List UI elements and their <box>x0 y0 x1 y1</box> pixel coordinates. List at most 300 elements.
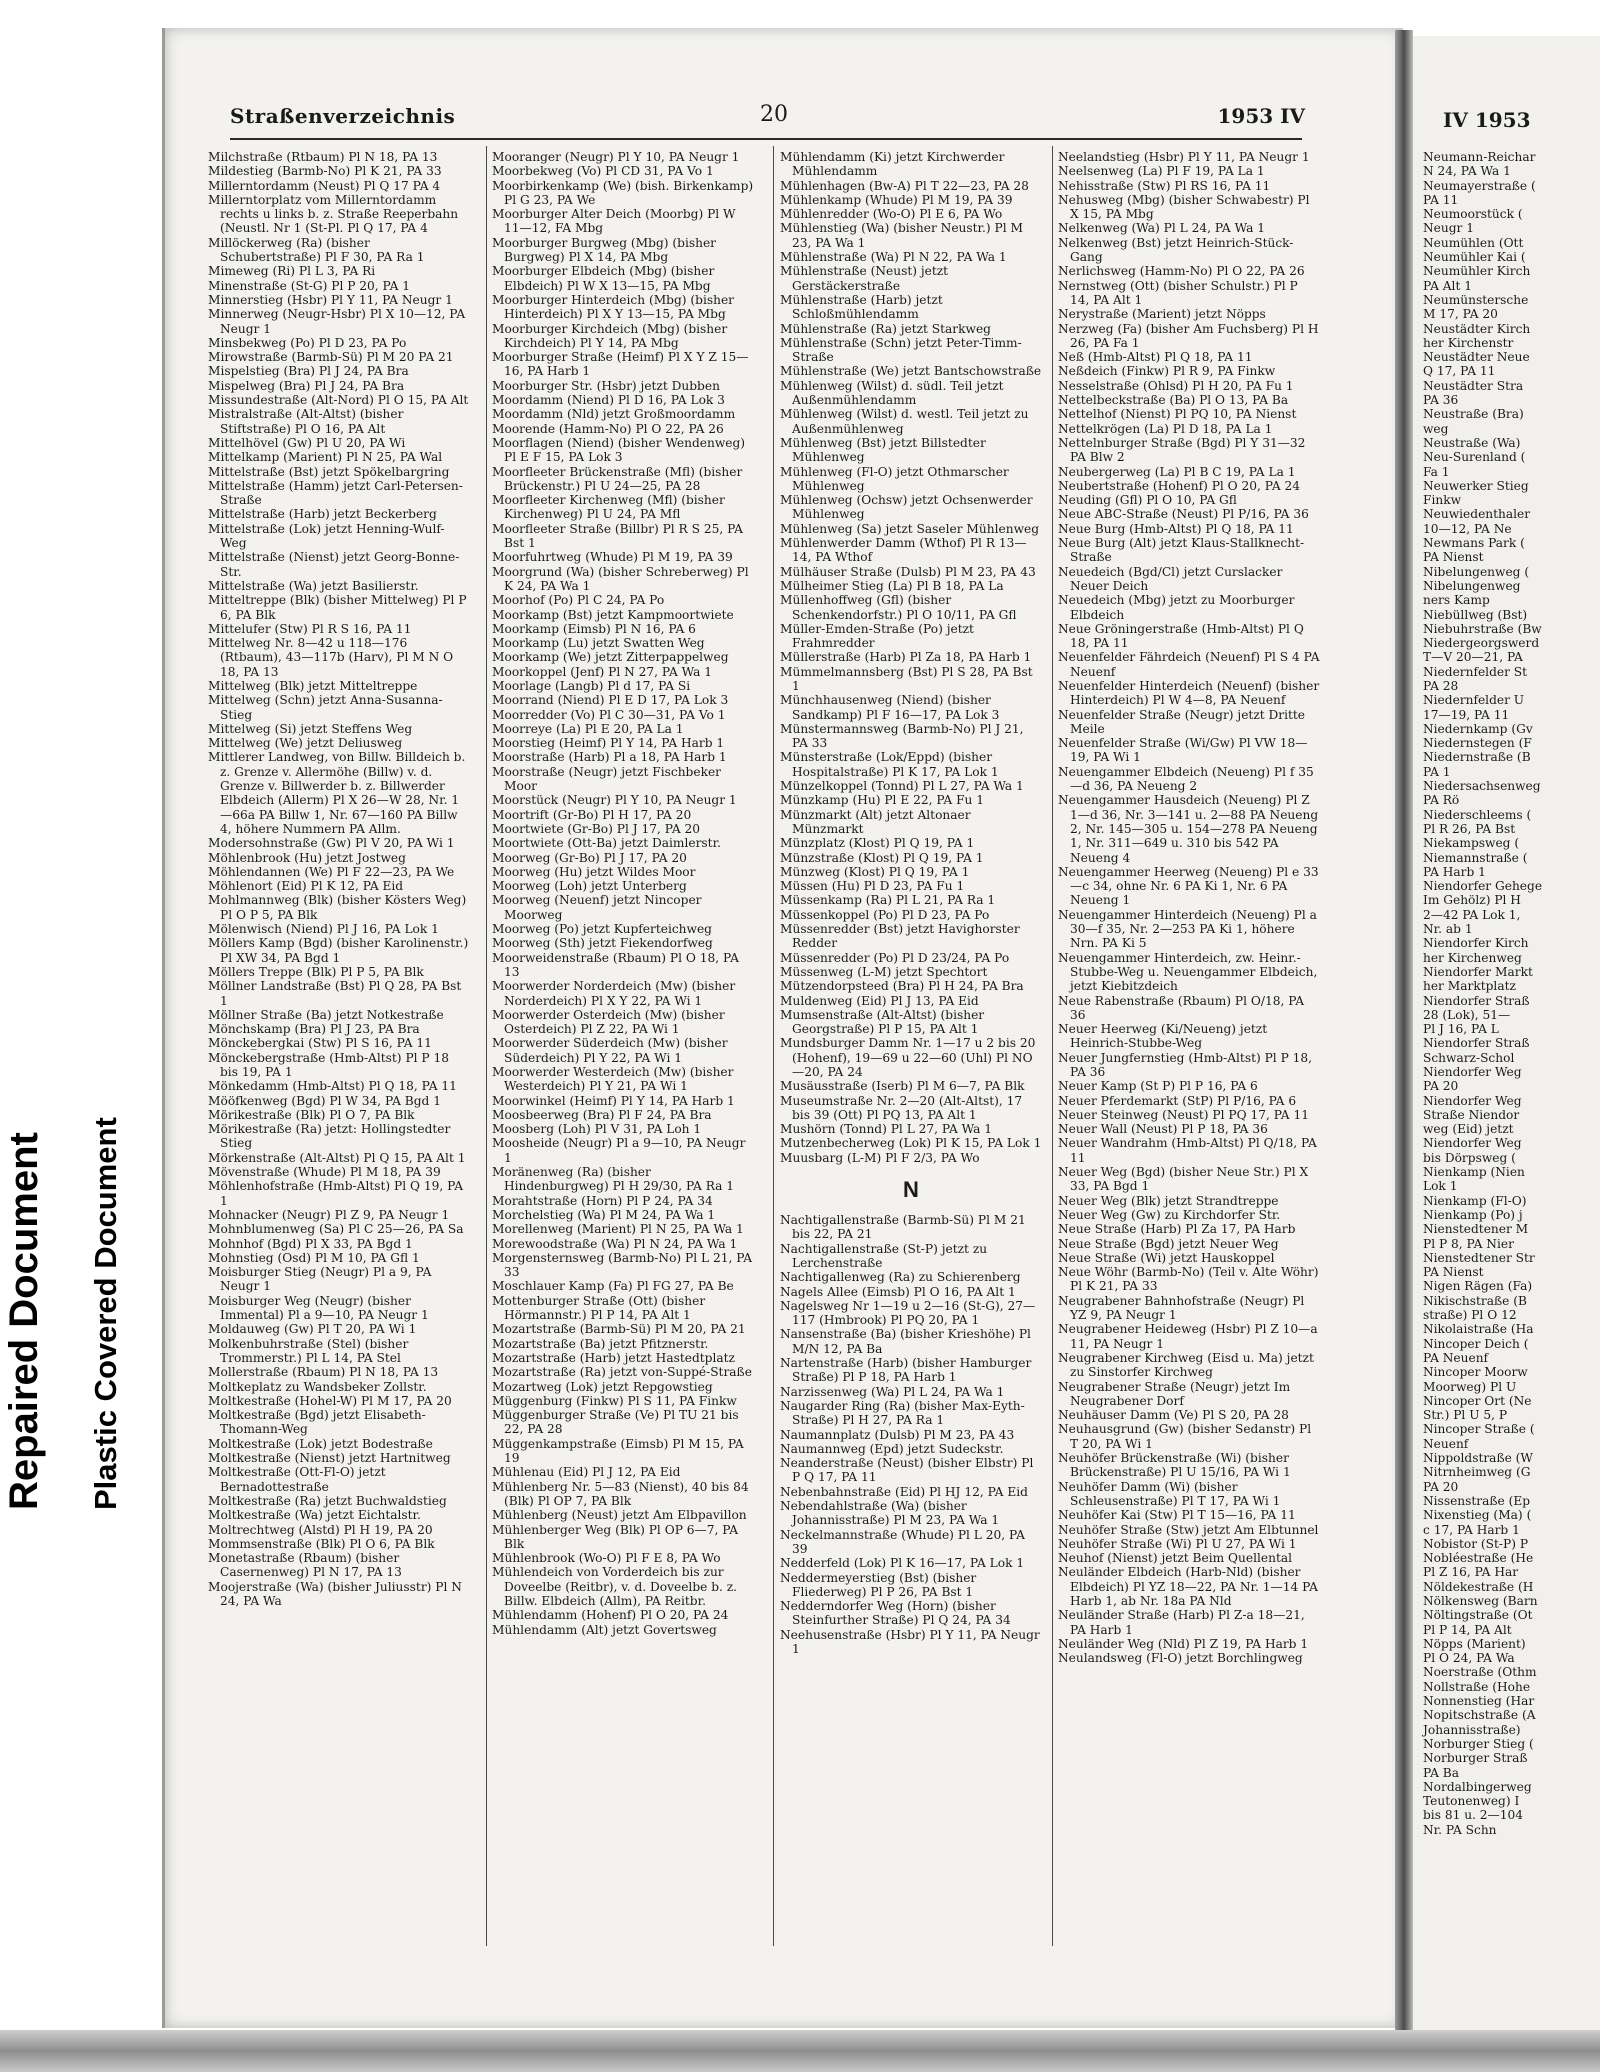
facing-page-entry: Nollstraße (Hohe <box>1423 1679 1531 1694</box>
street-entry: Neehusenstraße (Hsbr) Pl Y 11, PA Neugr 1 <box>780 1627 1040 1656</box>
street-entry: Mispelstieg (Bra) Pl J 24, PA Bra <box>208 364 409 379</box>
street-entry: Möncke̲bergkai (Stw) Pl S 16, PA 11 <box>208 1036 432 1051</box>
facing-page-entry: Niedernkamp (Gv <box>1423 721 1533 736</box>
street-entry: Nerlichsweg (Hamm-No) Pl O 22, PA 26 <box>1058 264 1305 279</box>
street-entry: Mühlenau (Eid) Pl J 12, PA Eid <box>492 1465 681 1480</box>
column-divider <box>486 146 487 1946</box>
street-entry: Neugrabener Bahnhofstraße (Neugr) Pl YZ 9, PA Neugr 1 <box>1058 1293 1305 1323</box>
facing-page-entry: Str.) Pl U 5, P <box>1423 1408 1508 1423</box>
street-entry: Mommsenstraße (Blk) Pl O 6, PA Blk <box>208 1536 435 1551</box>
street-entry: Mörikestraße (Ra) jetzt: Hollingstedter Stieg <box>208 1122 451 1151</box>
street-entry: Moordamm (Nld) jetzt Großmoordamm <box>492 407 736 422</box>
street-entry: Neuländer Straße (Harb) Pl Z-a 18—21, PA Harb 1 <box>1058 1608 1305 1637</box>
street-entry: Moorwinkel (Heimf) Pl Y 14, PA Harb 1 <box>492 1093 735 1108</box>
street-entry: Moorrand (Niend) Pl E D 17, PA Lok 3 <box>492 693 729 708</box>
street-entry: Minsbekweg (Po) Pl D 23, PA Po <box>208 335 407 350</box>
street-entry: Modersohnstraße (Gw) Pl V 20, PA Wi 1 <box>208 836 455 851</box>
street-entry: Müssenkoppel (Po) Pl D 23, PA Po <box>780 907 990 922</box>
street-entry: Neulandsweg (Fl-O) jetzt Borchlingweg <box>1058 1651 1303 1666</box>
street-entry: Neuer Weg (Bgd) (bisher Neue Str.) Pl X 33, PA Bgd 1 <box>1058 1165 1309 1194</box>
street-entry: Milchstraße (Rtbaum) Pl N 18, PA 13 <box>208 150 438 164</box>
street-entry: Mumsenstraße (Alt-Altst) (bisher Georgstraße) Pl P 15, PA Alt 1 <box>780 1007 985 1037</box>
facing-page-entry: PA Ba <box>1423 1765 1459 1780</box>
street-entry: Mittelstraße (Hamm) jetzt Carl-Petersen-Straße <box>208 478 463 508</box>
facing-page-entry: Nobléestraße (He <box>1423 1551 1534 1566</box>
street-entry: Mümmelmannsberg (Bst) Pl S 28, PA Bst 1 <box>780 664 1033 693</box>
street-entry: Mutzenbecherweg (Lok) Pl K 15, PA Lok 1 <box>780 1136 1042 1151</box>
facing-page-entry: Nr. PA Schn <box>1423 1822 1497 1837</box>
street-entry: Muusbarg (L-M) Pl F 2/3, PA Wo <box>780 1150 980 1165</box>
street-entry: Millerntorplatz vom Millerntordamm rechts u links b. z. Straße Reeperbahn (Neustl. Nr 1 (St-Pl. Pl Q 17, PA 4 <box>208 192 459 236</box>
street-entry: Monetastraße (Rbaum) (bisher Casernenweg) Pl N 17, PA 13 <box>208 1551 402 1580</box>
street-entry: Nachtigallenstraße (St-P) jetzt zu Lerchenstraße <box>780 1241 988 1270</box>
facing-page-entry: Pl Z 16, PA Har <box>1423 1565 1519 1580</box>
street-entry: Mohnstieg (Osd) Pl M 10, PA Gfl 1 <box>208 1250 420 1265</box>
street-entry: Neuengammer Hinterdeich (Neueng) Pl a 30—f 35, Nr. 2—253 PA Ki 1, höhere Nrn. PA Ki 5 <box>1058 907 1317 951</box>
street-entry: Neuer Kamp (St P) Pl P 16, PA 6 <box>1058 1079 1258 1094</box>
street-entry: Mohnacker (Neugr) Pl Z 9, PA Neugr 1 <box>208 1207 450 1222</box>
street-entry: Moorburger Straße (Heimf) Pl X Y Z 15—16, PA Harb 1 <box>492 350 749 379</box>
facing-page-entry: Neumoorstück ( <box>1423 207 1523 222</box>
facing-page-entry: Nienkamp (Po) j <box>1423 1207 1523 1222</box>
street-entry: Moosbeerweg (Bra) Pl F 24, PA Bra <box>492 1107 712 1122</box>
street-entry: Moltrechtweg (Alstd) Pl H 19, PA 20 <box>208 1522 433 1537</box>
facing-page-entry: Niedernfelder U <box>1423 693 1525 708</box>
street-entry: Neuedeich (Bgd/Cl) jetzt Curslacker Neuer Deich <box>1058 564 1283 593</box>
street-entry: Müssenredder (Po) Pl D 23/24, PA Po <box>780 950 1010 965</box>
street-entry: Mühlenstraße (Schn) jetzt Peter-Timm-Straße <box>780 335 1022 365</box>
street-entry: Mittelstraße (Wa) jetzt Basilierstr. <box>208 578 419 593</box>
facing-page-entry: Noerstraße (Othm <box>1423 1665 1537 1680</box>
street-entry: Mozartstraße (Ba) jetzt Pfitznerstr. <box>492 1336 709 1351</box>
facing-page-entry: Nixenstieg (Ma) ( <box>1423 1508 1532 1523</box>
street-entry: Moltkestraße (Ra) jetzt Buchwaldstieg <box>208 1493 447 1508</box>
street-entry: Moltkeplatz zu Wandsbeker Zollstr. <box>208 1379 427 1394</box>
facing-page-entry: N 24, PA Wa 1 <box>1423 164 1511 179</box>
facing-page-entry: c 17, PA Harb 1 <box>1423 1522 1520 1537</box>
street-entry: Naumannweg (Epd) jetzt Sudeckstr. <box>780 1441 1004 1456</box>
street-entry: Moorreye (La) Pl E 20, PA La 1 <box>492 721 684 736</box>
street-entry: Nedderndorfer Weg (Horn) (bisher Steinfurther Straße) Pl Q 24, PA 34 <box>780 1599 1011 1628</box>
street-entry: Nehisstraße (Stw) Pl RS 16, PA 11 <box>1058 178 1271 193</box>
street-entry: Moortrift (Gr-Bo) Pl H 17, PA 20 <box>492 807 692 822</box>
street-entry: Müssenredder (Bst) jetzt Havighorster Redder <box>780 922 1020 951</box>
street-entry: Neckelmannstraße (Whude) Pl L 20, PA 39 <box>780 1527 1025 1556</box>
street-entry: Moorstraße (Neugr) jetzt Fischbeker Moor <box>492 764 721 794</box>
street-entry: Moränenweg (Ra) (bisher Hindenburgweg) Pl H 29/30, PA Ra 1 <box>492 1165 735 1194</box>
facing-page-entry: PA Neuenf <box>1423 1350 1489 1365</box>
street-entry: Neuhöfer Kai (Stw) Pl T 15—16, PA 11 <box>1058 1508 1296 1523</box>
street-entry: Minnerstieg (Hsbr) Pl Y 11, PA Neugr 1 <box>208 292 453 307</box>
facing-page-entry: Niendorfer Markt <box>1423 964 1533 979</box>
street-entry: Moschlauer Kamp (Fa) Pl FG 27, PA Be <box>492 1279 734 1294</box>
street-entry: Müller-Emden-Straße (Po) jetzt Frahmredder <box>780 621 974 651</box>
street-entry: Musäusstraße (Iserb) Pl M 6—7, PA Blk <box>780 1079 1025 1094</box>
facing-page-entry: Niederschleems ( <box>1423 807 1532 822</box>
book-gutter <box>1395 30 1413 2050</box>
facing-page-entry: Schwarz-Schol <box>1423 1050 1515 1065</box>
street-entry: Moorkamp (Lu) jetzt Swatten Weg <box>492 636 705 651</box>
street-entry: Moorweg (Hu) jetzt Wildes Moor <box>492 864 696 879</box>
street-entry: Neue Burg (Alt) jetzt Klaus-Stallknecht-Straße <box>1058 536 1305 565</box>
facing-page-entry: Neustädter Stra <box>1423 378 1524 393</box>
street-entry: Moltkestraße (Wa) jetzt Eichtalstr. <box>208 1508 421 1523</box>
street-entry: Mövenstraße (Whude) Pl M 18, PA 39 <box>208 1165 441 1180</box>
header-rule <box>230 138 1302 140</box>
facing-page-entry: Pl P 8, PA Nier <box>1423 1236 1514 1251</box>
street-entry: Narzissenweg (Wa) Pl L 24, PA Wa 1 <box>780 1384 1005 1399</box>
street-entry: Mohlmannweg (Blk) (bisher Kösters Weg) Pl O P 5, PA Blk <box>208 893 467 922</box>
street-entry: Moorgrund (Wa) (bisher Schreberweg) Pl K 24, PA Wa 1 <box>492 564 749 593</box>
street-entry: Minnerweg (Neugr-Hsbr) Pl X 10—12, PA Neugr 1 <box>208 307 466 336</box>
street-entry: Nettelhof (Nienst) Pl PQ 10, PA Nienst <box>1058 407 1297 422</box>
street-entry: Möhlendannen (We) Pl F 22—23, PA We <box>208 864 455 879</box>
street-entry: Neuding (Gfl) Pl O 10, PA Gfl <box>1058 493 1237 508</box>
street-entry: Nebendahlstraße (Wa) (bisher Johannisstraße) Pl M 23, PA Wa 1 <box>780 1499 1000 1528</box>
street-entry: Möhlenhofstraße (Hmb-Altst) Pl Q 19, PA 1 <box>208 1179 464 1208</box>
street-entry: Neuer Weg (Blk) jetzt Strandtreppe <box>1058 1193 1279 1208</box>
street-entry: Nagelsweg Nr 1—19 u 2—16 (St-G), 27—117 (Hmbrook) Pl PQ 20, PA 1 <box>780 1298 1036 1328</box>
street-entry: Mittelstraße (Bst) jetzt Spökelbargring <box>208 464 450 479</box>
facing-page-entry: Nöltingstraße (Ot <box>1423 1608 1533 1623</box>
street-entry: Neuenfelder Straße (Wi/Gw) Pl VW 18—19, PA Wi 1 <box>1058 736 1308 765</box>
street-entry: Naugarder Ring (Ra) (bisher Max-Eyth-Straße) Pl H 27, PA Ra 1 <box>780 1398 1025 1428</box>
street-entry: Neuer Wandrahm (Hmb-Altst) Pl Q/18, PA 11 <box>1058 1136 1317 1165</box>
facing-page-entry: Neumann-Reichar <box>1423 150 1536 164</box>
street-entry: Neddermeyerstieg (Bst) (bisher Fliederweg) Pl P 26, PA Bst 1 <box>780 1570 977 1599</box>
street-entry: Nachtigallenstraße (Barmb-Sü) Pl M 21 bis 22, PA 21 <box>780 1213 1026 1242</box>
street-entry: Mühlenstieg (Wa) (bisher Neustr.) Pl M 23, PA Wa 1 <box>780 221 1023 250</box>
facing-page-entry: Niedernstegen (F <box>1423 736 1532 751</box>
facing-page-entry: Nobistor (St-P) P <box>1423 1536 1529 1551</box>
street-entry: Neßdeich (Finkw) Pl R 9, PA Finkw <box>1058 364 1276 379</box>
street-entry: Mühlenweg (Wilst) d. südl. Teil jetzt Außenmühlendamm <box>780 378 1004 408</box>
street-entry: Nerystraße (Marient) jetzt Nöpps <box>1058 307 1266 322</box>
street-entry: Moortwiete (Ott-Ba) jetzt Daimlerstr. <box>492 836 721 851</box>
street-entry: Moosberg (Loh) Pl V 31, PA Loh 1 <box>492 1122 702 1137</box>
street-entry: Mühlenweg (Bst) jetzt Billstedter Mühlenweg <box>780 435 986 465</box>
street-entry: Moorburger Kirchdeich (Mbg) (bisher Kirchdeich) Pl Y 14, PA Mbg <box>492 321 728 350</box>
street-entry: Mörkenstraße (Alt-Altst) Pl Q 15, PA Alt 1 <box>208 1150 466 1165</box>
facing-page-entry: Im Gehölz) Pl H <box>1423 893 1521 908</box>
street-entry: Mühlenberg Nr. 5—83 (Nienst), 40 bis 84 (Blk) Pl OP 7, PA Blk <box>492 1479 749 1508</box>
street-entry: Mühlendamm (Alt) jetzt Govertsweg <box>492 1622 717 1637</box>
street-entry: Moltkestraße (Lok) jetzt Bodestraße <box>208 1436 433 1451</box>
facing-page-entry: Nordalbingerweg <box>1423 1779 1532 1794</box>
street-entry: Neue Gröningerstraße (Hmb-Altst) Pl Q 18, PA 11 <box>1058 621 1304 651</box>
street-entry: Mühlenweg (Fl-O) jetzt Othmarscher Mühlenweg <box>780 464 1009 493</box>
facing-page-entry: PA 20 <box>1423 1079 1459 1094</box>
street-entry: Morgensternsweg (Barmb-No) Pl L 21, PA 33 <box>492 1250 753 1280</box>
street-entry: Mittelweg (Schn) jetzt Anna-Susanna-Stieg <box>208 693 443 722</box>
street-entry: Müggenkampstraße (Eimsb) Pl M 15, PA 19 <box>492 1436 744 1466</box>
street-entry: Missundestraße (Alt-Nord) Pl O 15, PA Alt <box>208 393 469 408</box>
facing-page-entries <box>1423 150 1600 1837</box>
facing-page-entry: Neustädter Kirch <box>1423 321 1531 336</box>
street-entry: Mühlenberg (Neust) jetzt Am Elbpavillon <box>492 1508 747 1523</box>
street-entry: Moorstieg (Heimf) Pl Y 14, PA Harb 1 <box>492 736 725 751</box>
street-entry: Nachtigallenweg (Ra) zu Schierenberg <box>780 1270 1021 1285</box>
facing-page-entry: Niendorfer Weg <box>1423 1093 1522 1108</box>
street-entry: Nebenbahnstraße (Eid) Pl HJ 12, PA Eid <box>780 1484 1028 1499</box>
street-entry: Mönchskamp (Bra) Pl J 23, PA Bra <box>208 1022 420 1037</box>
facing-page-entry: her Kirchenweg <box>1423 950 1522 965</box>
street-entry: Neuländer Elbdeich (Harb-Nld) (bisher Elbdeich) Pl YZ 18—22, PA Nr. 1—14 PA Harb 1, ab Nr. 18a PA Nld <box>1058 1565 1318 1608</box>
facing-page-entry: Nölkensweg (Barn <box>1423 1593 1538 1608</box>
street-entry: Mitteltreppe (Blk) (bisher Mittelweg) Pl P 6, PA Blk <box>208 593 467 622</box>
street-entry: Neuhöfer Straße (Wi) Pl U 27, PA Wi 1 <box>1058 1536 1297 1551</box>
facing-page-entry: Nöpps (Marient) <box>1423 1636 1526 1651</box>
facing-page-entry: Neugr 1 <box>1423 221 1474 236</box>
street-entry: Muldenweg (Eid) Pl J 13, PA Eid <box>780 993 979 1008</box>
street-entry: Moorfleeter Brückenstraße (Mfl) (bisher Brückenstr.) Pl U 24—25, PA 28 <box>492 464 743 493</box>
street-entry: Mittelweg (Blk) jetzt Mitteltreppe <box>208 678 418 693</box>
facing-page-entry: Niendorfer Weg <box>1423 1065 1522 1079</box>
street-entry: Münstermannsweg (Barmb-No) Pl J 21, PA 33 <box>780 721 1024 751</box>
facing-page-entry: Finkw <box>1423 493 1462 508</box>
facing-page-entry: weg <box>1423 421 1449 436</box>
facing-page-entry: PA Harb 1 <box>1423 864 1486 879</box>
street-entry: Mohnblumenweg (Sa) Pl C 25—26, PA Sa <box>208 1222 464 1237</box>
street-entry: Neuhöfer Straße (Stw) jetzt Am Elbtunnel <box>1058 1522 1319 1537</box>
street-entry: Mühlenberger Weg (Blk) Pl OP 6—7, PA Blk <box>492 1522 739 1551</box>
facing-page-entry: Neu-Surenland ( <box>1423 450 1526 465</box>
facing-page-entry: Niebuhrstraße (Bw <box>1423 621 1542 636</box>
street-entry: Mildestieg (Barmb-No) Pl K 21, PA 33 <box>208 164 442 179</box>
facing-page-entry: Niedergeorgswerd <box>1423 636 1540 651</box>
street-entry: Moltkestraße (Ott-Fl-O) jetzt Bernadottestraße <box>208 1465 386 1494</box>
street-entry: Neugrabener Kirchweg (Eisd u. Ma) jetzt zu Sinstorfer Kirchweg <box>1058 1350 1314 1380</box>
street-entry: Moorstück (Neugr) Pl Y 10, PA Neugr 1 <box>492 793 737 808</box>
street-entry: Moldauweg (Gw) Pl T 20, PA Wi 1 <box>208 1322 417 1337</box>
street-entry: Neuer Jungfernstieg (Hmb-Altst) Pl P 18, PA 36 <box>1058 1050 1313 1079</box>
facing-page-entry: Nienstedtener M <box>1423 1222 1529 1237</box>
street-entry: Moorburger Elbdeich (Mbg) (bisher Elbdeich) Pl W X 13—15, PA Mbg <box>492 264 715 293</box>
street-entry: Mooranger (Neugr) Pl Y 10, PA Neugr 1 <box>492 150 740 164</box>
facing-page-entry: Nitrnheimweg (G <box>1423 1465 1531 1480</box>
street-entry: Moosheide (Neugr) Pl a 9—10, PA Neugr 1 <box>492 1136 746 1165</box>
street-entry: Neuenfelder Straße (Neugr) jetzt Dritte Meile <box>1058 707 1306 736</box>
street-entry: Neuengammer Heerweg (Neueng) Pl e 33—c 34, ohne Nr. 6 PA Ki 1, Nr. 6 PA Neueng 1 <box>1058 864 1319 908</box>
page-number: 20 <box>760 102 788 127</box>
facing-page-entry: Nöldekestraße (H <box>1423 1579 1534 1594</box>
street-entry: Mozartstraße (Barmb-Sü) Pl M 20, PA 21 <box>492 1322 746 1337</box>
facing-page-entry: Nibelungenweg ( <box>1423 564 1530 579</box>
facing-page-entry: PA 11 <box>1423 192 1459 207</box>
street-entry: Neuhausgrund (Gw) (bisher Sedanstr) Pl T 20, PA Wi 1 <box>1058 1422 1312 1451</box>
street-entry: Neuedeich (Mbg) jetzt zu Moorburger Elbdeich <box>1058 593 1295 622</box>
street-entry: Moorstraße (Harb) Pl a 18, PA Harb 1 <box>492 750 727 765</box>
scanner-edge <box>0 2030 1600 2072</box>
street-entry: Mühlenwerder Damm (Wthof) Pl R 13—14, PA Wthof <box>780 536 1027 565</box>
street-entry: Nagels Allee (Eimsb) Pl O 16, PA Alt 1 <box>780 1284 1016 1299</box>
street-entry: Moorweg (Gr-Bo) Pl J 17, PA 20 <box>492 850 687 865</box>
street-entry: Morewoodstraße (Wa) Pl N 24, PA Wa 1 <box>492 1236 738 1251</box>
street-entry: Mühlenstraße (Ra) jetzt Starkweg <box>780 321 991 336</box>
street-entry: Münzplatz (Klost) Pl Q 19, PA 1 <box>780 836 975 851</box>
street-entry: Millöckerweg (Ra) (bisher Schubertstraße) Pl F 30, PA Ra 1 <box>208 235 425 265</box>
street-entry: Mööfkenweg (Bgd) Pl W 34, PA Bgd 1 <box>208 1093 441 1108</box>
street-entry: Moorfuhrtweg (Whude) Pl M 19, PA 39 <box>492 550 733 565</box>
facing-page-entry: Nopitschstraße (A <box>1423 1708 1536 1723</box>
facing-page-entry: Q 17, PA 11 <box>1423 364 1496 379</box>
street-entry: Morahtstraße (Horn) Pl P 24, PA 34 <box>492 1193 713 1208</box>
street-entry: Mühlenstraße (Wa) Pl N 22, PA Wa 1 <box>780 250 1007 265</box>
column-divider <box>773 146 774 1946</box>
page-header <box>230 100 1305 134</box>
street-entry: Moorkamp (Eimsb) Pl N 16, PA 6 <box>492 621 696 636</box>
facing-page-entry: Niedernstraße (B <box>1423 750 1531 765</box>
facing-page-entry: PA Rö <box>1423 793 1460 808</box>
street-entry: Moordamm (Niend) Pl D 16, PA Lok 3 <box>492 393 725 408</box>
facing-page-entry: Neustädter Neue <box>1423 350 1530 365</box>
street-column-2 <box>492 150 754 1960</box>
facing-page-entry: Neumühler Kai ( <box>1423 250 1526 265</box>
facing-page-entry: PA Alt 1 <box>1423 278 1472 293</box>
street-entry: Neuhof (Nienst) jetzt Beim Quellental <box>1058 1551 1293 1566</box>
street-entry: Naumannplatz (Dulsb) Pl M 23, PA 43 <box>780 1427 1015 1442</box>
street-entry: Mittelufer (Stw) Pl R S 16, PA 11 <box>208 621 412 636</box>
plastic-covered-label: Plastic Covered Document <box>88 1117 123 1510</box>
street-entry: Neue Straße (Wi) jetzt Hauskoppel <box>1058 1250 1275 1265</box>
street-entry: Moorkamp (We) jetzt Zitterpappelweg <box>492 650 729 665</box>
facing-page-entry: PA 1 <box>1423 764 1451 779</box>
facing-page-header: IV 1953 <box>1443 108 1531 132</box>
street-entry: Mushörn (Tonnd) Pl L 27, PA Wa 1 <box>780 1122 993 1137</box>
facing-page-entry: Nikolaistraße (Ha <box>1423 1322 1534 1337</box>
street-entry: Nerzweg (Fa) (bisher Am Fuchsberg) Pl H 26, PA Fa 1 <box>1058 321 1319 350</box>
facing-page-entry: Niedernfelder St <box>1423 664 1528 679</box>
facing-page-entry: Nikischstraße (B <box>1423 1293 1527 1308</box>
repaired-document-label: Repaired Document <box>2 1132 46 1510</box>
street-entry: Münsterstraße (Lok/Eppd) (bisher Hospitalstraße) Pl K 17, PA Lok 1 <box>780 750 999 779</box>
street-entry: Moorweg (Loh) jetzt Unterberg <box>492 879 687 894</box>
street-entry: Moorburger Hinterdeich (Mbg) (bisher Hinterdeich) Pl X Y 13—15, PA Mbg <box>492 292 735 322</box>
facing-page-entry: Niendorfer Straß <box>1423 1036 1530 1051</box>
street-entry: Mühlenhagen (Bw-A) Pl T 22—23, PA 28 <box>780 178 1029 193</box>
facing-page-entry: Lok 1 <box>1423 1179 1458 1194</box>
facing-page-entry: Neustraße (Wa) <box>1423 435 1521 450</box>
street-entry: Müllenhoffweg (Gfl) (bisher Schenkendorfstr.) Pl O 10/11, PA Gfl <box>780 593 1017 622</box>
street-entry: Mörikestraße (Blk) Pl O 7, PA Blk <box>208 1107 415 1122</box>
street-entry: Mittelhövel (Gw) Pl U 20, PA Wi <box>208 435 406 450</box>
street-column-3 <box>780 150 1042 1960</box>
facing-page-entry: 10—12, PA Ne <box>1423 521 1512 536</box>
street-entry: Neubergerweg (La) Pl B C 19, PA La 1 <box>1058 464 1296 479</box>
section-letter: N <box>903 1177 919 1203</box>
street-entry: Mohnhof (Bgd) Pl X 33, PA Bgd 1 <box>208 1236 413 1251</box>
facing-page-entry: Nincoper Moorw <box>1423 1365 1528 1380</box>
street-entry: Moltkestraße (Hohel-W) Pl M 17, PA 20 <box>208 1393 452 1408</box>
street-entry: Mühlendamm (Ki) jetzt Kirchwerder Mühlendamm <box>780 150 1005 179</box>
facing-page-entry: PA Nienst <box>1423 550 1484 565</box>
facing-page-entry: bis 81 u. 2—104 <box>1423 1808 1524 1823</box>
street-entry: Neuhöfer Damm (Wi) (bisher Schleusenstraße) Pl T 17, PA Wi 1 <box>1058 1479 1281 1508</box>
facing-page-entry: M 17, PA 20 <box>1423 307 1498 322</box>
street-entry: Mühlenweg (Ochsw) jetzt Ochsenwerder Mühlenweg <box>780 493 1033 522</box>
street-entry: Moorbekweg (Vo) Pl CD 31, PA Vo 1 <box>492 164 714 179</box>
street-entry: Neuer Steinweg (Neust) Pl PQ 17, PA 11 <box>1058 1107 1309 1122</box>
street-entry: Müggenburg (Finkw) Pl S 11, PA Finkw <box>492 1393 737 1408</box>
street-entry: Mühlendeich von Vorderdeich bis zur Doveelbe (Reitbr), v. d. Doveelbe b. z. Billw. Elbdeich (Allm), PA Reitbr. <box>492 1565 738 1608</box>
street-entry: Mittelstraße (Nienst) jetzt Georg-Bonne-Str. <box>208 550 460 579</box>
street-entry: Mühlenstraße (Harb) jetzt Schloßmühlendamm <box>780 292 943 322</box>
street-entry: Neuländer Weg (Nld) Pl Z 19, PA Harb 1 <box>1058 1636 1309 1651</box>
facing-page-entry: Nincoper Ort (Ne <box>1423 1393 1532 1408</box>
facing-page-entry: PA 36 <box>1423 393 1459 408</box>
street-entry: Moorweg (Sth) jetzt Fiekendorfweg <box>492 936 713 951</box>
street-entry: Nansenstraße (Ba) (bisher Krieshöhe) Pl M/N 12, PA Ba <box>780 1327 1031 1356</box>
facing-page-entry: Nr. ab 1 <box>1423 922 1473 937</box>
street-entry: Mützendorpsteed (Bra) Pl H 24, PA Bra <box>780 979 1024 994</box>
facing-page-entry: Neumayerstraße ( <box>1423 178 1536 193</box>
street-entry: Neuengammer Elbdeich (Neueng) Pl f 35—d 36, PA Neueng 2 <box>1058 764 1314 794</box>
street-entry: Neuer Pferdemarkt (StP) Pl P/16, PA 6 <box>1058 1093 1297 1108</box>
street-entry: Nehusweg (Mbg) (bisher Schwabestr) Pl X 15, PA Mbg <box>1058 192 1310 222</box>
street-entry: Moorwerder Westerdeich (Mw) (bisher Westerdeich) Pl Y 21, PA Wi 1 <box>492 1065 734 1094</box>
street-entry: Neuer Weg (Gw) zu Kirchdorfer Str. <box>1058 1207 1281 1222</box>
street-entry: Neelandstieg (Hsbr) Pl Y 11, PA Neugr 1 <box>1058 150 1310 164</box>
facing-page-entry: Neustraße (Bra) <box>1423 407 1524 422</box>
street-entry: Neue Burg (Hmb-Altst) Pl Q 18, PA 11 <box>1058 521 1294 536</box>
facing-page-entry: 28 (Lok), 51— <box>1423 1007 1511 1022</box>
street-entry: Nettelkrögen (La) Pl D 18, PA La 1 <box>1058 421 1273 436</box>
facing-page-entry: Neuwiedenthaler <box>1423 507 1531 522</box>
street-entry: Mühlenstraße (Neust) jetzt Gerstäckerstraße <box>780 264 949 293</box>
facing-page-entry: Norburger Stieg ( <box>1423 1736 1534 1751</box>
street-entry: Nesselstraße (Ohlsd) Pl H 20, PA Fu 1 <box>1058 378 1294 393</box>
street-entry: Nettelnburger Straße (Bgd) Pl Y 31—32 PA Blw 2 <box>1058 435 1306 465</box>
street-entry: Neelsenweg (La) Pl F 19, PA La 1 <box>1058 164 1265 179</box>
facing-page-entry: Niendorfer Kirch <box>1423 936 1529 951</box>
street-entry: Mühlenweg (Sa) jetzt Saseler Mühlenweg <box>780 521 1040 536</box>
street-entry: Moorweidenstraße (Rbaum) Pl O 18, PA 13 <box>492 950 739 979</box>
facing-page-entry: bis Dörpsweg ( <box>1423 1150 1516 1165</box>
street-entry: Nedderfeld (Lok) Pl K 16—17, PA Lok 1 <box>780 1556 1025 1571</box>
street-entry: Mittlerer Landweg, von Billw. Billdeich b. z. Grenze v. Allermöhe (Billw) v. d. Grenze v. Billwerder b. z. Billwerder Elbdeich (Allerm) Pl X 26—W 28, Nr. 1—66a PA Billw 1, Nr. 67—160 PA Billw 4, höhere Nummern PA Allm. <box>208 750 466 836</box>
facing-page-entry: Nissenstraße (Ep <box>1423 1493 1531 1508</box>
street-entry: Möllner Landstraße (Bst) Pl Q 28, PA Bst 1 <box>208 979 462 1008</box>
facing-page-entry: Pl R 26, PA Bst <box>1423 821 1516 836</box>
facing-page-entry: Nibelungenweg <box>1423 578 1521 593</box>
street-entry: Moorweg (Neuenf) jetzt Nincoper Moorweg <box>492 893 702 922</box>
street-entry: Moorwerder Osterdeich (Mw) (bisher Osterdeich) Pl Z 22, PA Wi 1 <box>492 1007 725 1037</box>
street-entry: Neuengammer Hinterdeich, zw. Heinr.-Stubbe-Weg u. Neuengammer Elbdeich, jetzt Kiebitzdeich <box>1058 950 1318 994</box>
street-entry: Minenstraße (St-G) Pl P 20, PA 1 <box>208 278 411 293</box>
facing-page-entry: Nippoldstraße (W <box>1423 1451 1533 1466</box>
street-entry: Neue Wöhr (Barmb-No) (Teil v. Alte Wöhr) Pl K 21, PA 33 <box>1058 1265 1319 1294</box>
street-entry: Nettelbeckstraße (Ba) Pl O 13, PA Ba <box>1058 393 1289 408</box>
street-entry: Münzstraße (Klost) Pl Q 19, PA 1 <box>780 850 984 865</box>
street-entry: Müssen (Hu) Pl D 23, PA Fu 1 <box>780 879 965 894</box>
street-entry: Nelkenweg (Bst) jetzt Heinrich-Stück-Gang <box>1058 235 1294 265</box>
street-entry: Mülheimer Stieg (La) Pl B 18, PA La <box>780 578 1004 593</box>
facing-page-entry: Nigen Rägen (Fa) <box>1423 1279 1533 1294</box>
street-column-1 <box>208 150 470 1960</box>
facing-page-entry: Neuenf <box>1423 1436 1469 1451</box>
street-entry: Mühlenbrook (Wo-O) Pl F E 8, PA Wo <box>492 1551 721 1566</box>
facing-page-entry: 2—42 PA Lok 1, <box>1423 907 1521 922</box>
street-entry: Möhlenbrook (Hu) jetzt Jostweg <box>208 850 406 865</box>
facing-page-entry: straße) Pl O 12 <box>1423 1308 1517 1323</box>
street-entry: Möllers Treppe (Blk) Pl P 5, PA Blk <box>208 964 424 979</box>
facing-page-entry: Moorweg) Pl U <box>1423 1379 1517 1394</box>
street-entry: Mittelkamp (Marient) Pl N 25, PA Wal <box>208 450 443 465</box>
facing-page-entry: Nincoper Straße ( <box>1423 1422 1535 1437</box>
street-entry: Moorredder (Vo) Pl C 30—31, PA Vo 1 <box>492 707 726 722</box>
street-entry: Mittelweg (Si) jetzt Steffens Weg <box>208 721 413 736</box>
street-entry: Mundsburger Damm Nr. 1—17 u 2 bis 20 (Hohenf), 19—69 u 22—60 (Uhl) Pl NO —20, PA 24 <box>780 1036 1036 1079</box>
